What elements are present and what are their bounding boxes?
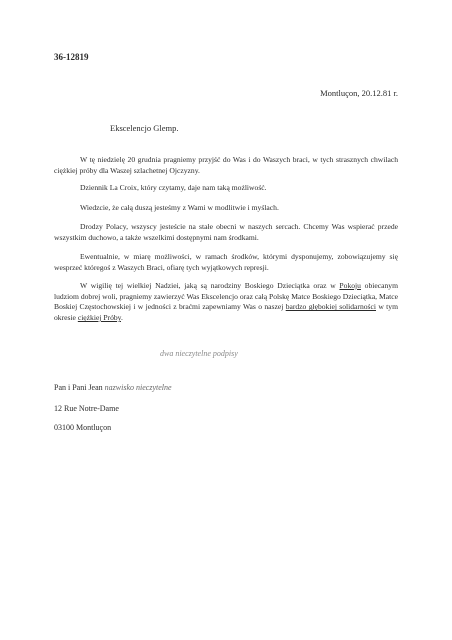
place-date: Montluçon, 20.12.81 r.: [320, 88, 398, 98]
signature-note: dwa nieczytelne podpisy: [160, 349, 238, 358]
sender-name-note: nazwisko nieczytelne: [104, 383, 172, 392]
paragraph-2: [54, 183, 398, 194]
sender-city: 03100 Montluçon: [54, 423, 112, 432]
paragraph-4: [54, 222, 398, 243]
salutation: Ekscelencjo Glemp.: [110, 123, 179, 133]
paragraph-6-text-a: W wigilię tej wielkiej Nadziei, jaką są narodziny Boskiego Dzieciątka oraz w: [80, 281, 340, 290]
paragraph-6-text-b: obiecanym ludziom dobrej woli, pragniemy zawierzyć Was Ekscelencjo oraz całą Polskę Matce Boskiego Dzieciątka, Matce Boskiej Częstochowskiej i w jedności z braćmi zapewniamy Was o naszej: [54, 281, 398, 312]
paragraph-1-text: W tę niedzielę 20 grudnia pragniemy przyjść do Was i do Waszych braci, w tych strasznych chwilach ciężkiej próby dla Waszej szlachetnej Ojczyzny.: [54, 155, 398, 175]
paragraph-3: [54, 203, 398, 214]
paragraph-5: [54, 252, 398, 273]
paragraph-4-text: Drodzy Polacy, wszyscy jesteście na stałe obecni w naszych sercach. Chcemy Was wspierać przede wszystkim duchowo, a także wszelkimi dostępnymi nam środkami.: [54, 222, 398, 242]
paragraph-6: [54, 281, 398, 324]
paragraph-6-text-c: w tym okresie: [54, 302, 398, 323]
document-reference: 36-12819: [54, 52, 89, 62]
paragraph-5-text: Ewentualnie, w miarę możliwości, w ramach środków, którymi dysponujemy, zobowiązujemy się wesprzeć któregoś z Waszych Braci, ofiarę tych wyjątkowych represji.: [54, 252, 398, 272]
paragraph-3-text: Wiedzcie, że całą duszą jesteśmy z Wami w modlitwie i myślach.: [80, 203, 279, 212]
paragraph-2-text: Dziennik La Croix, który czytamy, daje nam taką możliwość.: [80, 183, 267, 192]
sender-street: 12 Rue Notre-Dame: [54, 404, 119, 413]
sender-name-text: Pan i Pani Jean: [54, 383, 103, 392]
paragraph-6-text-d: .: [120, 313, 123, 323]
sender-name: [54, 383, 172, 392]
paragraph-1: [54, 155, 398, 176]
underlined-word-pokoju: Pokoju: [339, 281, 361, 290]
underlined-phrase-trial: ciężkiej Próby: [77, 313, 121, 323]
underlined-phrase-solidarity: bardzo głębokiej solidarności: [285, 302, 376, 312]
